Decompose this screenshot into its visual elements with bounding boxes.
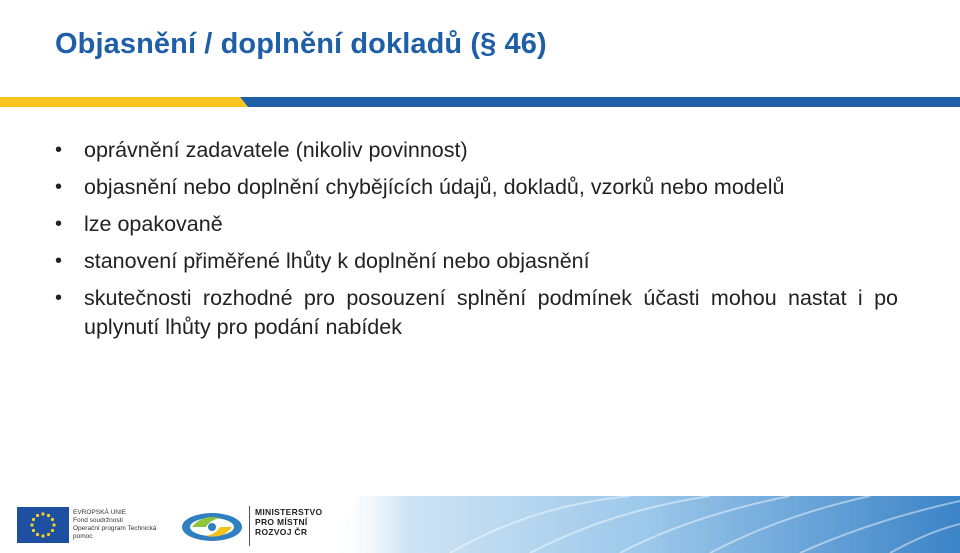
- bullet-item: • stanovení přiměřené lhůty k doplnění nebo objasnění: [55, 247, 898, 276]
- eu-line: Operační program Technická pomoc: [73, 525, 157, 540]
- bullet-item: • lze opakovaně: [55, 210, 898, 239]
- slide-title: Objasnění / doplnění dokladů (§ 46): [55, 28, 547, 60]
- eu-line: EVROPSKÁ UNIE: [73, 509, 127, 516]
- bullet-item: • objasnění nebo doplnění chybějících údajů, dokladů, vzorků nebo modelů: [55, 173, 898, 202]
- eu-text: [73, 509, 163, 541]
- eu-line: Fond soudržnosti: [73, 517, 123, 524]
- mmr-line: ROZVOJ ČR: [255, 527, 308, 537]
- bullet-list: [55, 136, 898, 350]
- mmr-divider: [249, 506, 250, 546]
- title-underline-bar: [0, 97, 960, 107]
- bullet-item: • oprávnění zadavatele (nikoliv povinnost): [55, 136, 898, 165]
- mmr-line: PRO MÍSTNÍ: [255, 517, 308, 527]
- mmr-text: [255, 507, 322, 537]
- bullet-item: • skutečnosti rozhodné pro posouzení splnění podmínek účasti mohou nastat i po uplynutí lhůty pro podání nabídek: [55, 284, 898, 342]
- footer-decoration: [330, 496, 960, 553]
- mmr-logo-icon: [180, 506, 244, 546]
- eu-flag-icon: [17, 507, 69, 543]
- mmr-line: MINISTERSTVO: [255, 507, 323, 517]
